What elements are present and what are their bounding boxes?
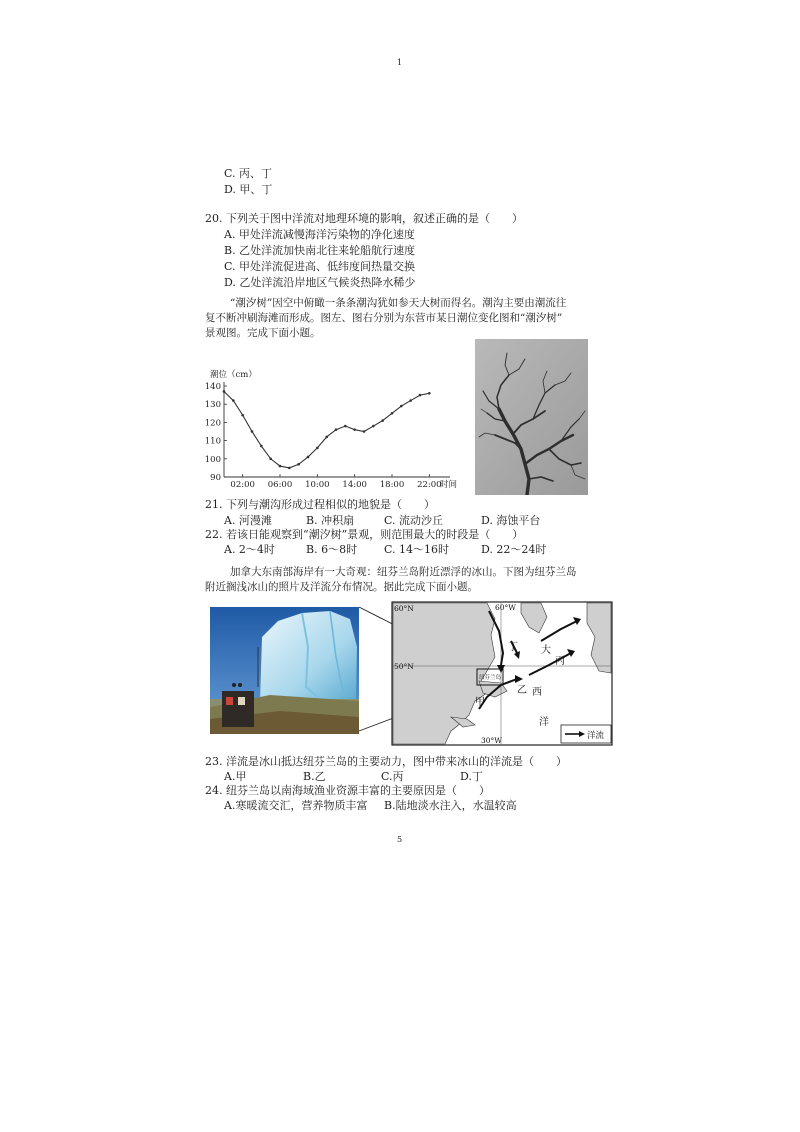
chart-y-tick-label: 140 [204,382,221,392]
intro-paragraph-line: 附近搁浅冰山的照片及洋流分布情况。据此完成下面小题。 [205,581,478,593]
chart-y-tick-label: 130 [204,400,221,411]
chart-data-point [288,467,291,470]
iceberg-photo [210,607,359,734]
chart-data-point [400,405,403,408]
label-current-jia: 甲 [475,697,485,708]
label-ocean-da: 大 [541,645,551,656]
option-b: B.陆地淡水注入，水温较高 [384,799,517,812]
chart-x-tick-label: 22:00 [417,480,442,490]
option-d: D.丁 [460,770,483,783]
option-a: A. 2～4时 [224,543,275,556]
label-ocean-xi: 西 [532,687,542,698]
chart-data-point [428,392,431,395]
intro-paragraph-line: 复不断冲刷海滩而形成。图左、图右分别为东营市某日潮位变化图和“潮汐树” [205,312,563,324]
intro-paragraph-line: 加拿大东南部海岸有一大奇观：纽芬兰岛附近漂浮的冰山。下图为纽芬兰岛 [230,566,577,578]
label-island: 纽芬兰岛 [479,675,502,681]
option-c: C. 14～16时 [384,543,450,556]
question-23-stem: 23. 洋流是冰山抵达纽芬兰岛的主要动力，图中带来冰山的洋流是（ ） [205,755,567,768]
chart-data-point [363,430,366,433]
chart-data-point [335,428,338,431]
chart-xlabel: 时间 [440,480,458,490]
option-c: C. 甲处洋流促进高、低纬度间热量交换 [224,260,416,273]
chart-data-point [325,436,328,439]
option-d: D. 甲、丁 [224,183,273,196]
label-lon-30: 30°W [481,736,503,745]
chart-data-point [297,463,300,466]
option-c: C.丙 [381,770,404,783]
chart-data-point [307,456,310,459]
question-20-stem: 20. 下列关于图中洋流对地理环境的影响，叙述正确的是（ ） [205,212,523,225]
intro-paragraph-line: “潮汐树”因空中俯瞰一条条潮沟犹如参天大树而得名。潮沟主要由潮流往 [230,297,567,309]
page-number-top: 1 [397,58,403,67]
label-current-ding: 丁 [508,642,518,653]
chart-data-point [372,425,375,428]
chart-data-point [419,394,422,397]
label-current-bing: 丙 [555,656,565,667]
option-b: B. 6～8时 [306,543,358,556]
chart-x-tick-label: 02:00 [230,480,255,490]
chart-x-tick-label: 14:00 [342,480,367,490]
chart-data-point [409,399,412,402]
chart-data-point [223,390,226,393]
option-d: D. 22～24时 [481,543,547,556]
chart-y-tick-label: 120 [204,418,221,429]
option-d: D. 乙处洋流沿岸地区气候炎热降水稀少 [224,276,416,289]
question-22-stem: 22. 若该日能观察到“潮汐树”景观，则范围最大的时段是（ ） [205,528,524,541]
label-lat-50: 50°N [394,662,414,671]
chart-data-point [232,399,235,402]
option-b: B. 乙处洋流加快南北往来轮船航行速度 [224,244,416,257]
chart-x-tick-label: 18:00 [379,480,405,490]
tide-level-chart [202,366,462,501]
north-atlantic-current-map [391,601,613,746]
chart-y-tick-label: 100 [204,454,221,465]
question-21-stem: 21. 下列与潮沟形成过程相似的地貌是（ ） [205,498,435,511]
chart-data-point [241,414,244,417]
option-a: A. 甲处洋流减慢海洋污染物的净化速度 [224,228,415,241]
option-b: B. 冲积扇 [306,514,355,527]
option-a: A.寒暖流交汇，营养物质丰富 [224,799,368,812]
chart-x-tick-label: 06:00 [267,480,293,490]
page-number-bottom: 5 [397,835,403,844]
chart-data-point [279,465,282,468]
chart-series-line [224,391,429,467]
tidal-tree-photo [475,339,588,495]
chart-data-point [260,445,263,448]
label-ocean-yang: 洋 [539,717,549,728]
chart-y-tick-label: 90 [210,473,221,483]
option-c: C. 丙、丁 [224,167,273,180]
option-b: B.乙 [303,770,326,783]
label-lon-60: 60°W [495,603,517,612]
chart-data-point [251,430,254,433]
label-lat-60: 60°N [394,604,414,613]
chart-y-tick-label: 110 [204,436,221,447]
option-d: D. 海蚀平台 [481,514,541,527]
option-a: A. 河漫滩 [224,514,272,527]
chart-data-point [316,447,319,450]
question-24-stem: 24. 纽芬兰岛以南海域渔业资源丰富的主要原因是（ ） [205,784,490,797]
legend-label: 洋流 [587,731,605,741]
option-c: C. 流动沙丘 [384,514,444,527]
chart-data-point [353,428,356,431]
option-a: A.甲 [224,770,247,783]
chart-data-point [381,419,384,422]
label-current-yi: 乙 [517,685,527,696]
chart-data-point [269,458,272,461]
chart-ylabel: 潮位（cm） [210,370,257,380]
chart-data-point [391,412,394,415]
chart-data-point [344,425,347,428]
chart-x-tick-label: 10:00 [305,480,330,490]
intro-paragraph-line: 景观图。完成下面小题。 [205,327,321,339]
